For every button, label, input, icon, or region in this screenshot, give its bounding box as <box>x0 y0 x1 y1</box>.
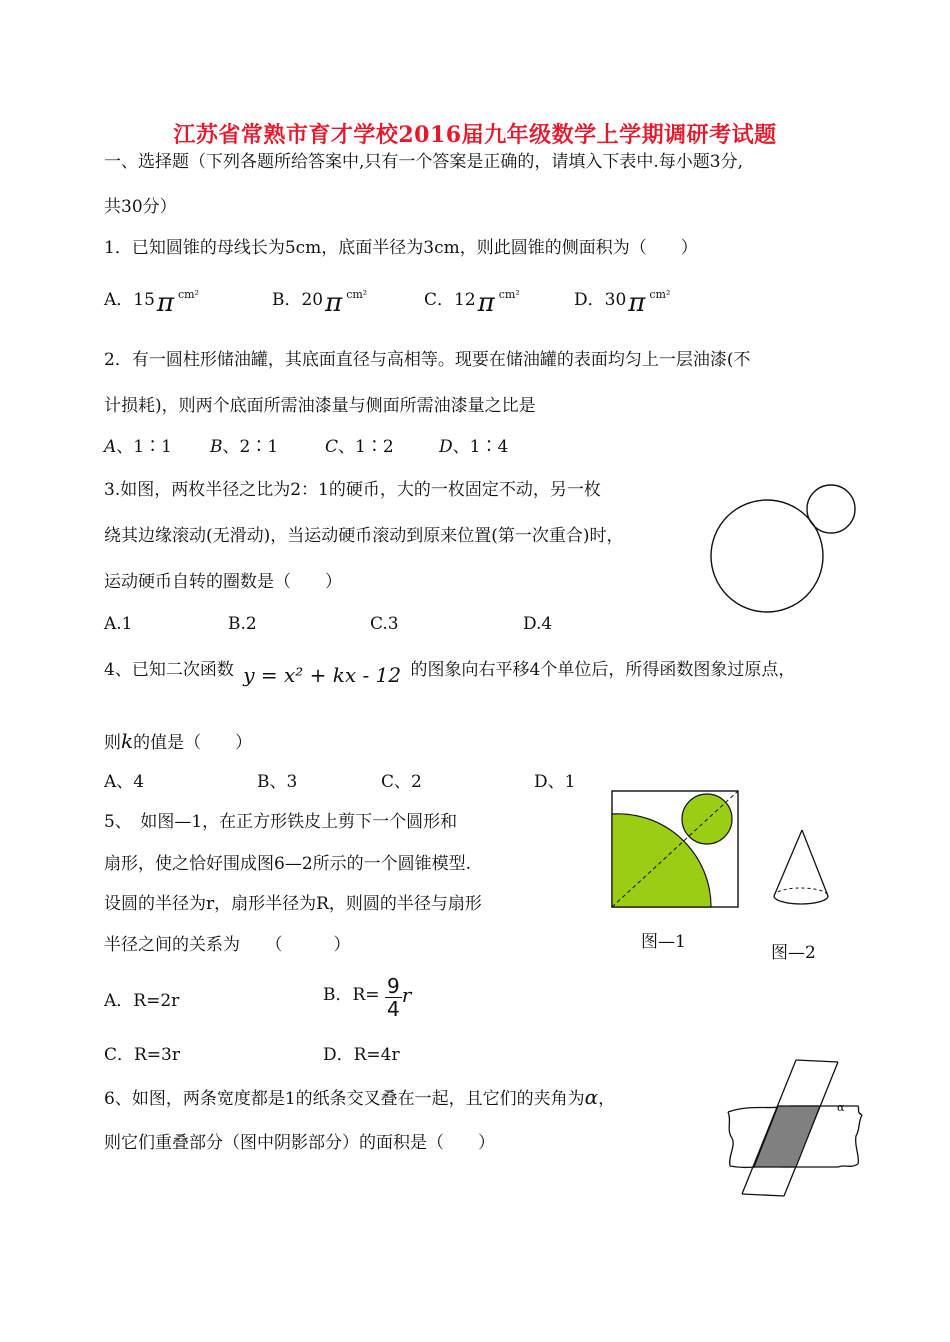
q5-option-c: C．R=3r <box>104 1045 180 1065</box>
q2-option-c: C、1∶2 <box>325 437 394 457</box>
figure-1-square <box>611 790 751 910</box>
q2-stem: 2．有一圆柱形储油罐，其底面直径与高相等。现要在储油罐的表面均匀上一层油漆(不 <box>104 350 751 370</box>
q1-option-b: B．20π $^{cm^2}$ <box>272 288 368 318</box>
q5-option-d: D．R=4r <box>323 1045 400 1065</box>
q4-option-a: A、4 <box>104 772 145 792</box>
q6-stem-cont: 则它们重叠部分（图中阴影部分）的面积是（ ） <box>104 1133 495 1153</box>
q3-stem-cont: 绕其边缘滚动(无滑动)，当运动硬币滚动到原来位置(第一次重合)时， <box>104 526 624 546</box>
section-heading: 一、选择题（下列各题所给答案中,只有一个答案是正确的，请填入下表中.每小题3分, <box>104 152 744 172</box>
section-heading-cont: 共30分） <box>104 197 177 217</box>
q3-option-d: D.4 <box>523 614 553 634</box>
coins-figure <box>705 480 865 610</box>
q2-option-b: B、2∶1 <box>210 437 279 457</box>
q5-option-b: B．R= $\frac{9}{4}$ r <box>323 974 412 1021</box>
q3-option-b: B.2 <box>228 614 257 634</box>
q4-stem-cont: 则k的值是（ ） <box>104 729 253 753</box>
q3-stem-cont2: 运动硬币自转的圈数是（ ） <box>104 572 342 592</box>
figure-2-cone <box>770 828 840 908</box>
q4-option-d: D、1 <box>534 772 576 792</box>
q3-option-c: C.3 <box>370 614 399 634</box>
q5-option-a: A．R=2r <box>104 991 180 1011</box>
figure-1-caption: 图—1 <box>641 932 686 952</box>
fraction-9-4: $\frac{9}{4}$ <box>386 974 400 1021</box>
page-title: 江苏省常熟市育才学校2016届九年级数学上学期调研考试题 <box>173 122 777 148</box>
q1-option-c: C．12π $^{cm^2}$ <box>424 288 520 318</box>
figure-2-caption: 图—2 <box>771 943 816 963</box>
q5-stem-cont3: 半径之间的关系为 （ ） <box>104 935 351 955</box>
q2-option-d: D、1∶4 <box>439 437 509 457</box>
q1-stem: 1．已知圆锥的母线长为5cm，底面半径为3cm，则此圆锥的侧面积为（ ） <box>104 238 698 258</box>
paper-strips-figure <box>720 1060 870 1200</box>
q2-option-a: A、1∶1 <box>104 437 172 457</box>
small-coin <box>807 485 855 533</box>
q3-option-a: A.1 <box>104 614 133 634</box>
q4-stem: 4、已知二次函数 y = x² + kx - 12 的图象向右平移4个单位后，所得函数图象过原点， <box>104 660 796 687</box>
q3-stem: 3.如图，两枚半径之比为2：1的硬币，大的一枚固定不动，另一枚 <box>104 480 601 500</box>
q4-formula: y = x² + kx - 12 <box>243 663 402 687</box>
q2-stem-cont: 计损耗)，则两个底面所需油漆量与侧面所需油漆量之比是 <box>104 396 536 416</box>
large-coin <box>711 500 823 612</box>
q5-stem: 5、 如图—1，在正方形铁皮上剪下一个圆形和 <box>104 812 458 832</box>
q1-option-d: D．30π $^{cm^2}$ <box>574 288 671 318</box>
q4-option-c: C、2 <box>381 772 422 792</box>
angle-label: α <box>837 1101 845 1114</box>
q5-stem-cont2: 设圆的半径为r，扇形半径为R，则圆的半径与扇形 <box>104 894 482 914</box>
q4-option-b: B、3 <box>257 772 298 792</box>
q1-option-a: A．15π $^{cm^2}$ <box>104 288 200 318</box>
overlap-region <box>754 1106 820 1167</box>
q5-stem-cont: 扇形，使之恰好围成图6—2所示的一个圆锥模型. <box>104 854 472 874</box>
q6-stem: 6、如图，两条宽度都是1的纸条交叉叠在一起，且它们的夹角为α， <box>104 1085 616 1109</box>
